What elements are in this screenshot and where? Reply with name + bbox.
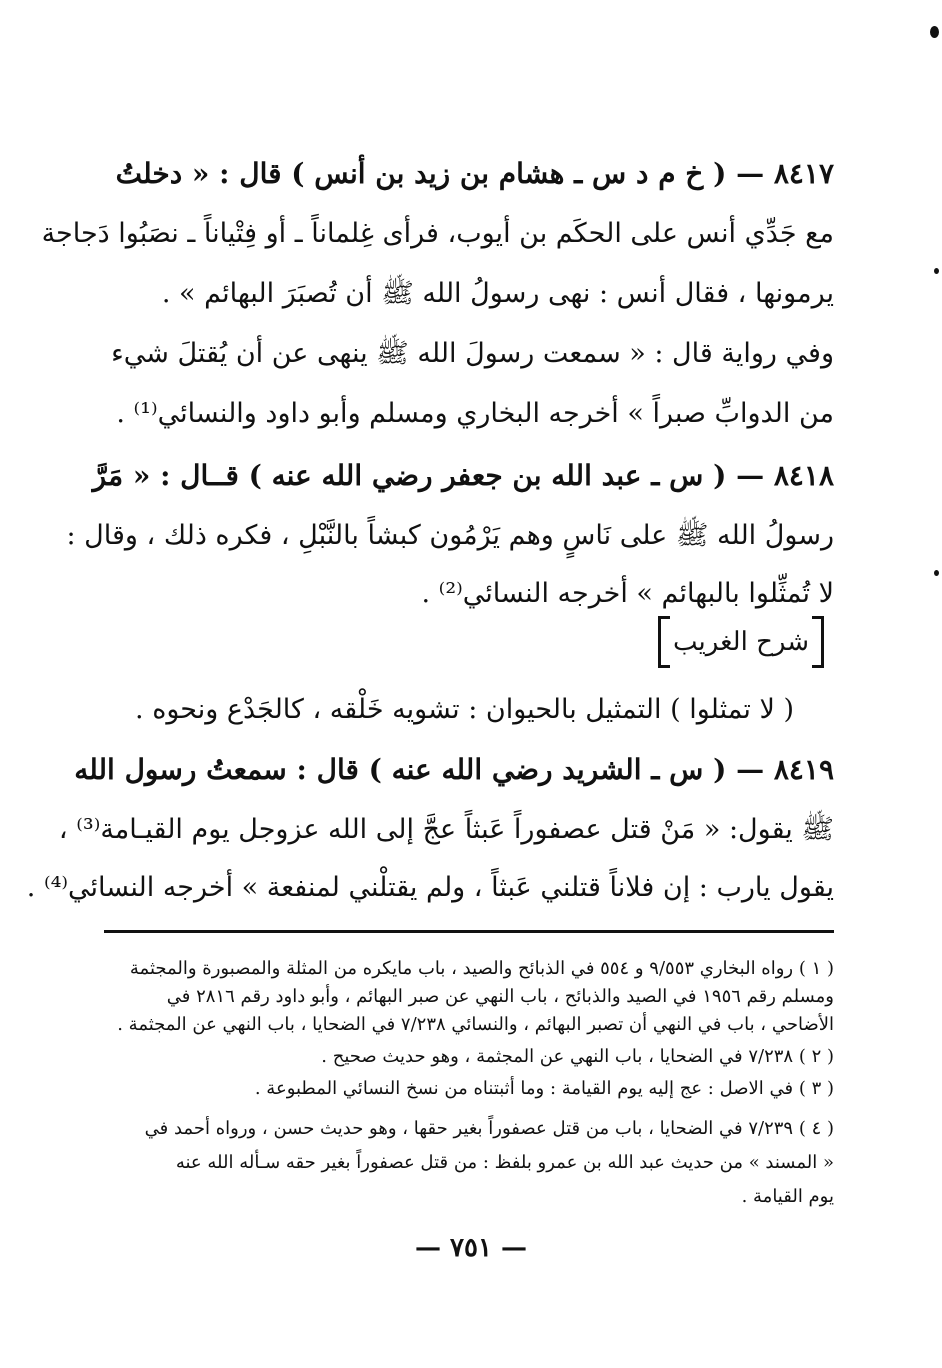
hadith-8418-line-2: رسولُ الله ﷺ على نَاسٍ وهم يَرْمُون كبشاً بالنَّبْلِ ، فكره ذلك ، وقال : <box>66 520 834 551</box>
scan-speck <box>934 570 939 576</box>
footnote-1-line-1: ( ١ ) رواه البخاري ٩/٥٥٣ و ٥٥٤ في الذبائح والصيد ، باب مايكره من المثلة والمصبورة والمجثمة <box>129 958 834 979</box>
gloss-heading: شرح الغريب <box>658 616 824 668</box>
hadith-8417-line-3: يرمونها ، فقال أنس : نهى رسولُ الله ﷺ أن تُصبَرَ البهائم » . <box>161 278 834 309</box>
hadith-8418-line-3: لا تُمثِّلوا بالبهائم » أخرجه النسائي⁽²⁾ . <box>421 578 834 609</box>
scan-speck <box>930 26 939 38</box>
hadith-8419-line-1: ٨٤١٩ — ( س ـ الشريد رضي الله عنه ) قال : سمعتُ رسول الله <box>74 753 834 786</box>
footnote-1-line-3: الأضاحي ، باب في النهي أن تصبر البهائم ، والنسائي ٧/٢٣٨ في الضحايا ، باب النهي عن المجثمة . <box>117 1014 834 1035</box>
hadith-8417-line-2: مع جَدِّي أنس على الحكَم بن أيوب، فرأى غِلماناً ـ أو فِتْياناً ـ نصَبُوا دَجاجة <box>41 218 834 249</box>
hadith-8418-line-1: ٨٤١٨ — ( س ـ عبد الله بن جعفر رضي الله عنه ) قــال : « مَرَّ <box>92 459 834 492</box>
scan-speck <box>934 268 939 274</box>
hadith-8417-line-1: ٨٤١٧ — ( خ م د س ـ هشام بن زيد بن أنس ) قال : « دخلتُ <box>115 157 834 190</box>
book-page <box>26 0 834 1368</box>
hadith-8417-line-5: من الدوابِّ صبراً » أخرجه البخاري ومسلم وأبو داود والنسائي⁽¹⁾ . <box>116 398 834 429</box>
footnote-rule <box>104 930 834 933</box>
gloss-text: ( لا تمثلوا ) التمثيل بالحيوان : تشويه خَلْقه ، كالجَدْع ونحوه . <box>135 694 794 725</box>
hadith-8417-line-4: وفي رواية قال : « سمعت رسولَ الله ﷺ ينهى عن أن يُقتلَ شيء <box>111 338 834 369</box>
footnote-3: ( ٣ ) في الاصل : عج إليه يوم القيامة : وما أثبتناه من نسخ النسائي المطبوعة . <box>254 1078 834 1099</box>
hadith-8419-line-2: ﷺ يقول: « مَنْ قتل عصفوراً عَبثاً عجَّ إلى الله عزوجل يوم القيـامة⁽³⁾ ، <box>58 814 834 845</box>
footnote-4-line-1: ( ٤ ) ٧/٢٣٩ في الضحايا ، باب من قتل عصفوراً بغير حقها ، وهو حديث حسن ، ورواه أحمد في <box>144 1118 834 1139</box>
page-number: — ٧٥١ — <box>414 1233 528 1263</box>
footnote-2: ( ٢ ) ٧/٢٣٨ في الضحايا ، باب النهي عن المجثمة ، وهو حديث صحيح . <box>321 1046 834 1067</box>
hadith-8419-line-3: يقول يارب : إن فلاناً قتلني عَبثاً ، ولم يقتلْني لمنفعة » أخرجه النسائي⁽⁴⁾ . <box>26 872 834 903</box>
footnote-4-line-2: « المسند » من حديث عبد الله بن عمرو بلفظ : من قتل عصفوراً بغير حقه سـأله الله عنه <box>175 1152 834 1173</box>
footnote-1-line-2: ومسلم رقم ١٩٥٦ في الصيد والذبائح ، باب النهي عن صبر البهائم ، وأبو داود رقم ٢٨١٦ في <box>166 986 834 1007</box>
footnote-4-line-3: يوم القيامة . <box>741 1186 834 1207</box>
